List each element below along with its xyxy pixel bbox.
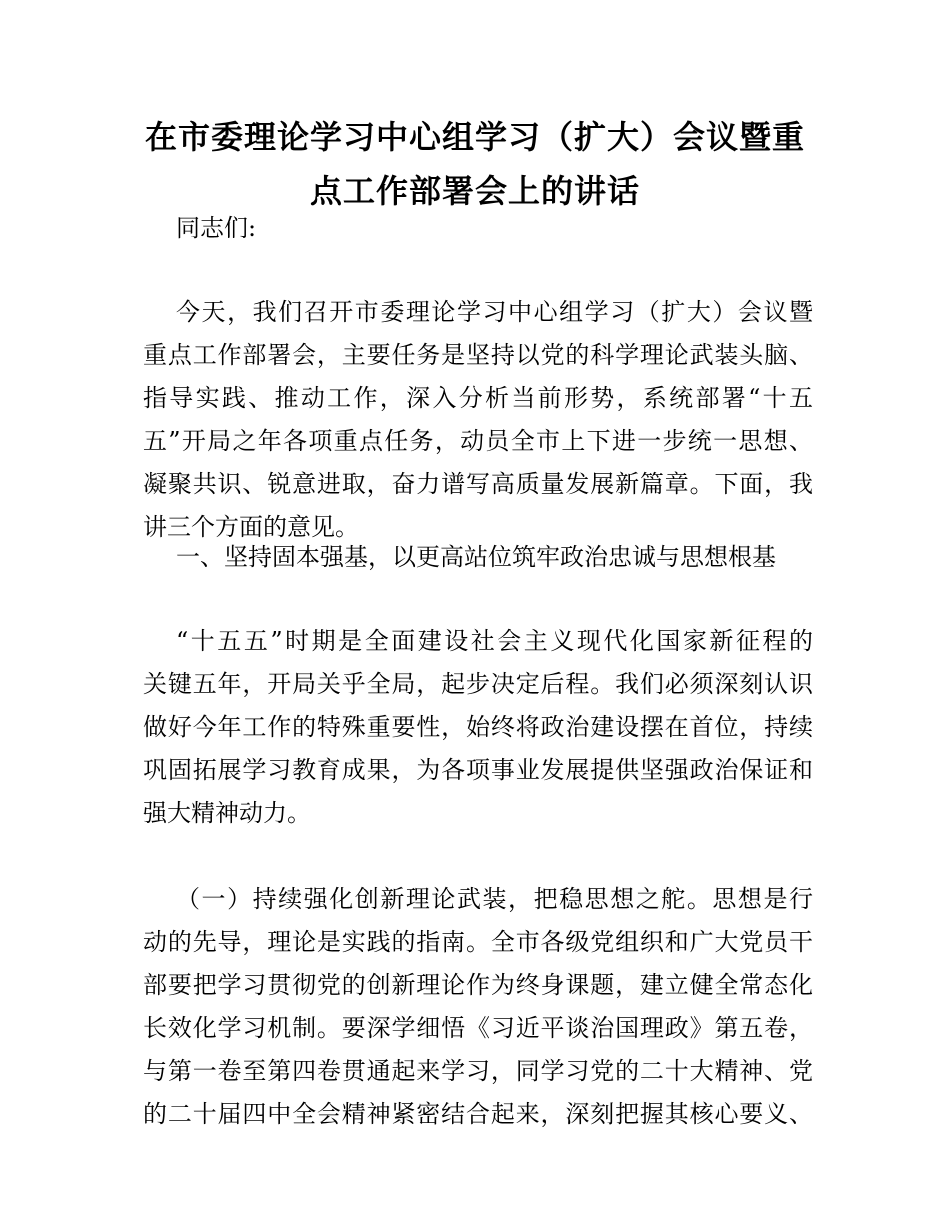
text-line: 长效化学习机制。要深学细悟《习近平谈治国理政》第五卷， <box>143 1014 813 1042</box>
document-title <box>0 110 950 218</box>
salutation: 同志们: <box>176 214 257 242</box>
text-line: “十五五”时期是全面建设社会主义现代化国家新征程的 <box>176 627 813 655</box>
text-line: 做好今年工作的特殊重要性，始终将政治建设摆在首位，持续 <box>143 713 813 741</box>
text-line: 与第一卷至第四卷贯通起来学习，同学习党的二十大精神、党 <box>143 1057 813 1085</box>
text-line: 部要把学习贯彻党的创新理论作为终身课题，建立健全常态化 <box>143 971 813 999</box>
text-line: 动的先导，理论是实践的指南。全市各级党组织和广大党员干 <box>143 928 813 956</box>
text-line: 关键五年，开局关乎全局，起步决定后程。我们必须深刻认识 <box>143 670 813 698</box>
text-line: 的二十届四中全会精神紧密结合起来，深刻把握其核心要义、 <box>143 1100 813 1128</box>
title-line: 点工作部署会上的讲话 <box>309 172 640 210</box>
section-heading: 一、坚持固本强基，以更高站位筑牢政治忠诚与思想根基 <box>176 543 776 571</box>
paragraph-subsection-1 <box>143 878 813 1136</box>
text-line: 今天，我们召开市委理论学习中心组学习（扩大）会议暨 <box>176 298 813 326</box>
paragraph-section-1 <box>143 620 813 835</box>
text-line: （一）持续强化创新理论武装，把稳思想之舵。思想是行 <box>176 885 813 913</box>
text-line: 巩固拓展学习教育成果，为各项事业发展提供坚强政治保证和 <box>143 756 813 784</box>
salutation-block <box>143 207 813 250</box>
text-line: 凝聚共识、锐意进取，奋力谱写高质量发展新篇章。下面，我 <box>143 470 813 498</box>
text-line: 指导实践、推动工作，深入分析当前形势，系统部署“十五 <box>143 384 813 412</box>
title-line: 在市委理论学习中心组学习（扩大）会议暨重 <box>144 118 805 156</box>
text-line: 重点工作部署会，主要任务是坚持以党的科学理论武装头脑、 <box>143 341 813 369</box>
paragraph-intro <box>143 291 813 549</box>
text-line: 强大精神动力。 <box>143 799 311 827</box>
section-heading-1 <box>143 536 813 579</box>
text-line: 五”开局之年各项重点任务，动员全市上下进一步统一思想、 <box>143 427 813 455</box>
text-line: 讲三个方面的意见。 <box>143 513 359 541</box>
